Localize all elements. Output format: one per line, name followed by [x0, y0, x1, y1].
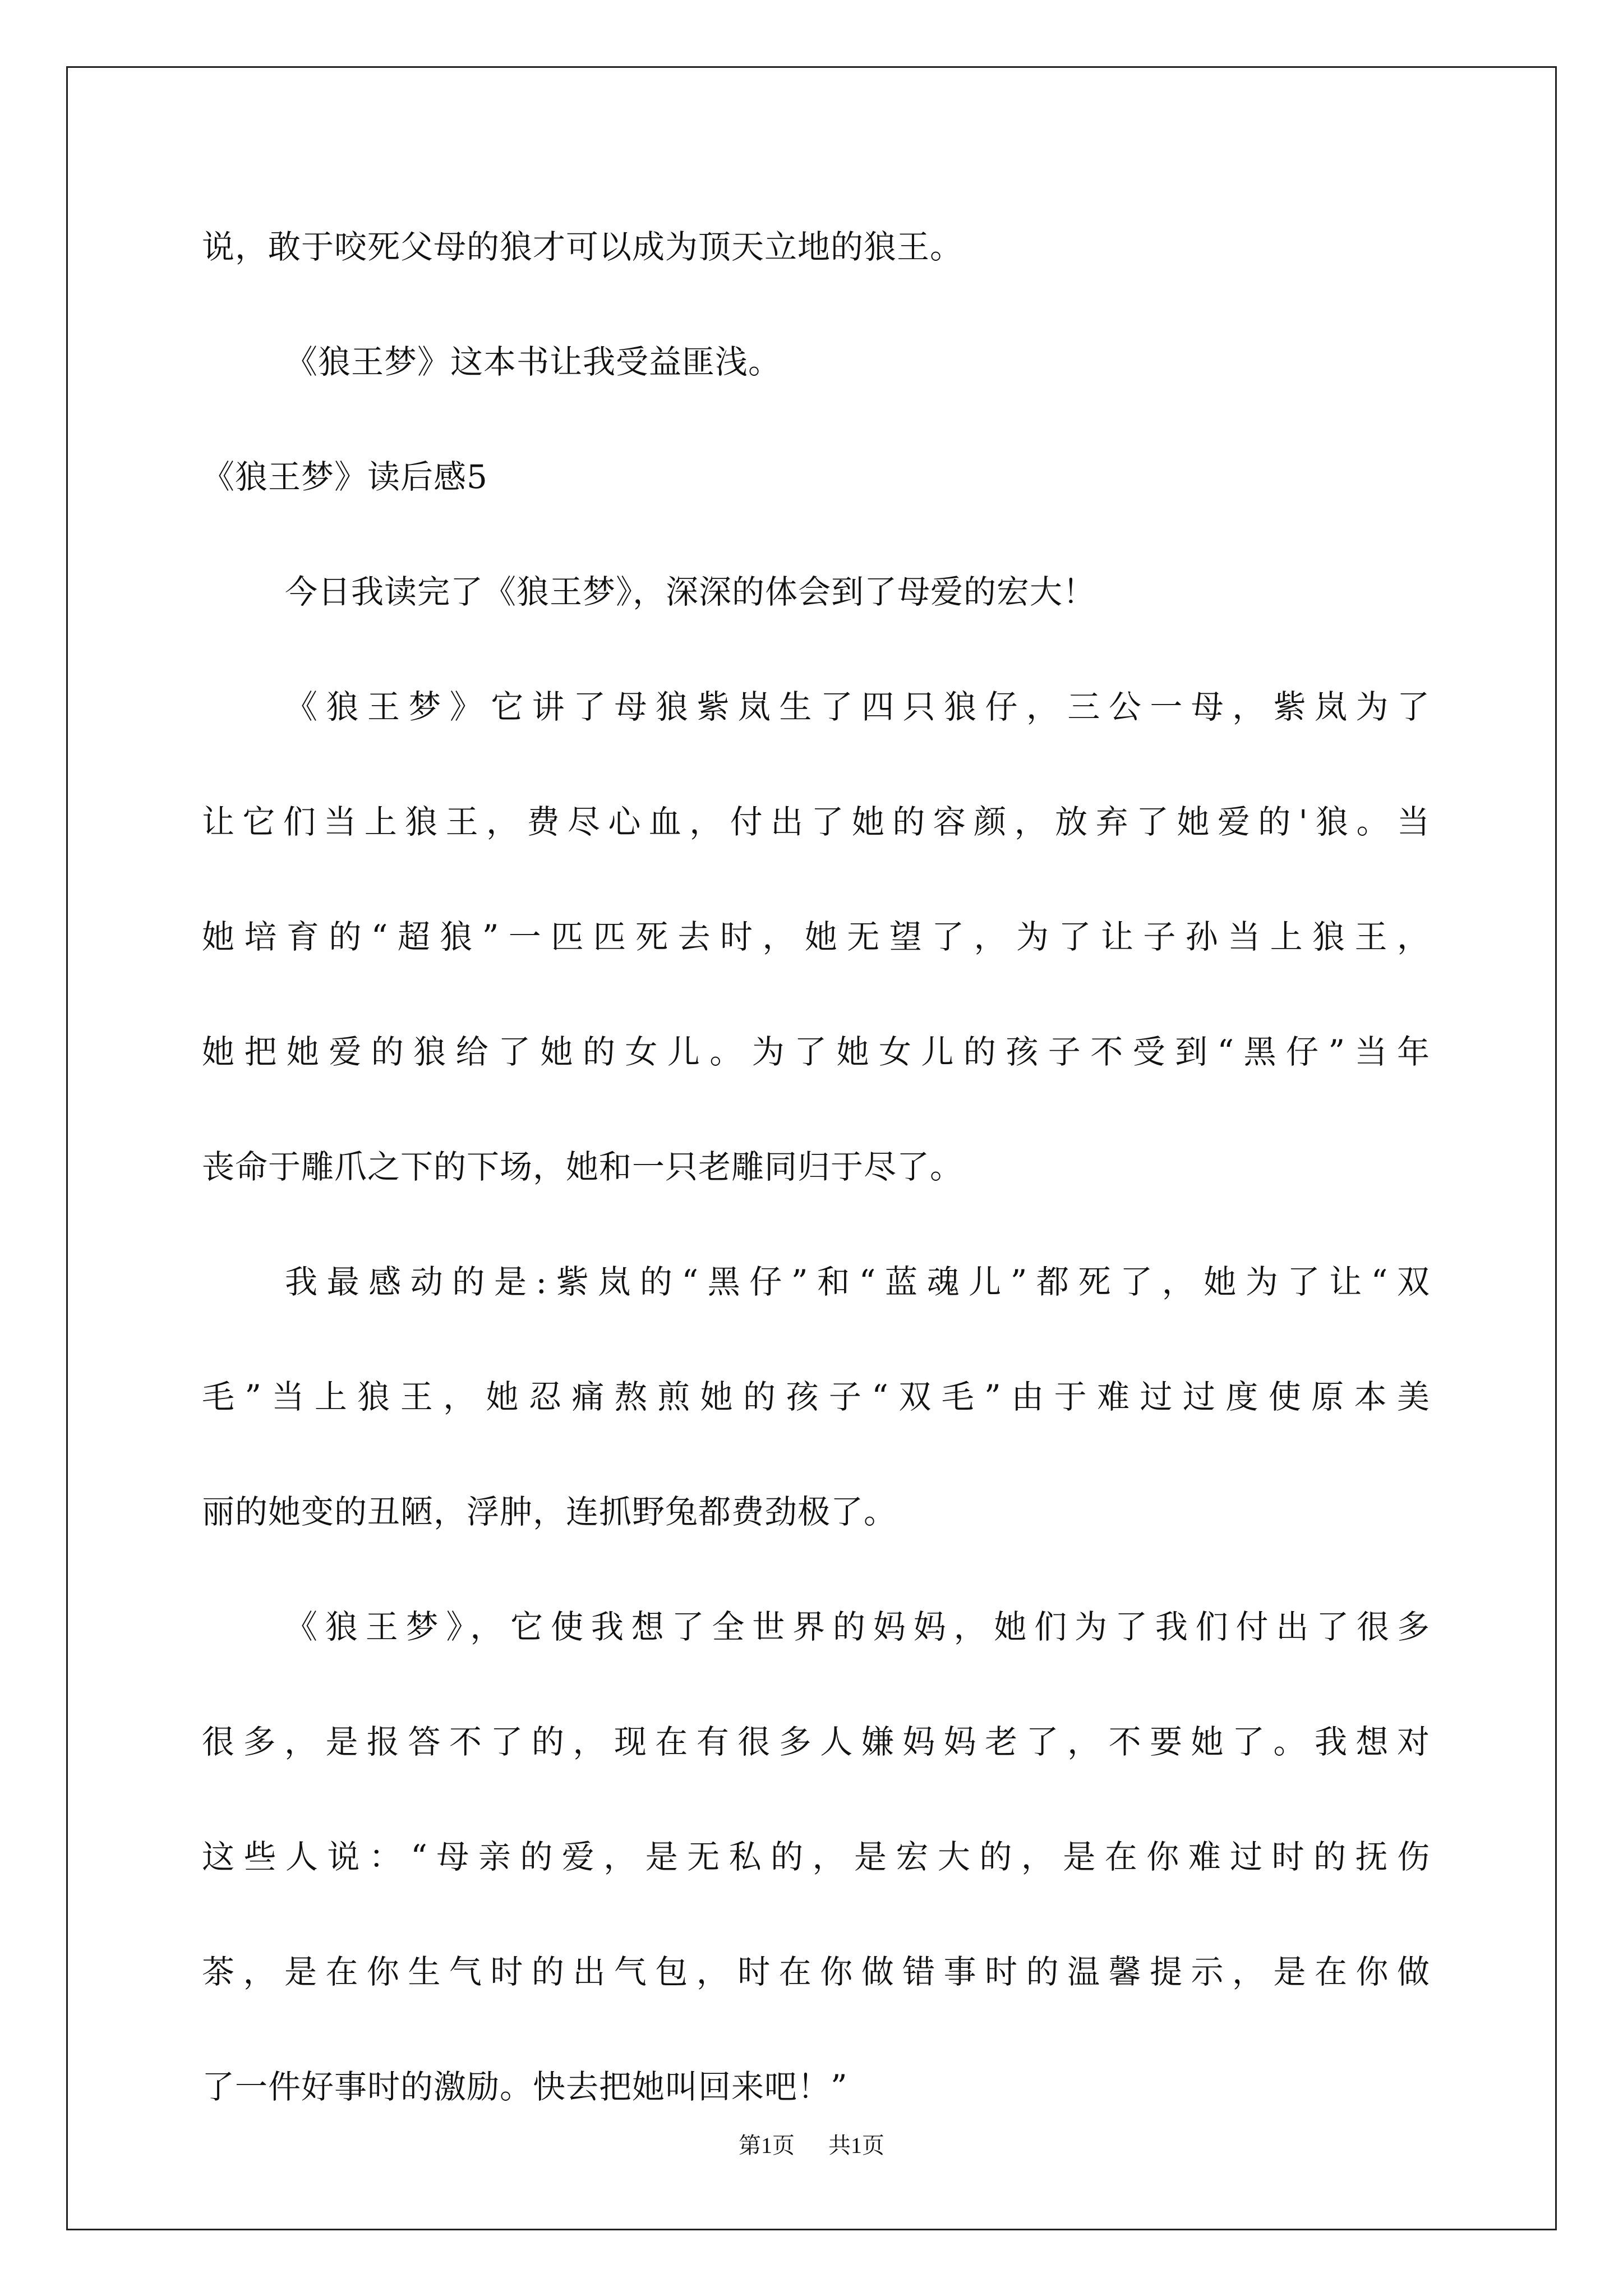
paragraph-line: 她培育的“超狼”一匹匹死去时，她无望了，为了让子孙当上狼王， [202, 918, 1430, 956]
paragraph-line: 很多，是报答不了的，现在有很多人嫌妈妈老了，不要她了。我想对 [202, 1723, 1430, 1761]
paragraph-line: 今日我读完了《狼王梦》，深深的体会到了母爱的宏大！ [285, 573, 1096, 611]
page-footer [0, 2132, 1623, 2160]
paragraph-line: 丧命于雕爪之下的下场，她和一只老雕同归于尽了。 [202, 1148, 963, 1186]
page-total: 共1页 [828, 2133, 884, 2158]
section-heading: 《狼王梦》读后感5 [202, 458, 488, 496]
paragraph-line: 丽的她变的丑陋，浮肿，连抓野兔都费劲极了。 [202, 1493, 897, 1531]
paragraph-line: 茶，是在你生气时的出气包，时在你做错事时的温馨提示，是在你做 [202, 1953, 1430, 1991]
page-number: 第1页 [739, 2133, 795, 2158]
paragraph-line: 让它们当上狼王，费尽心血，付出了她的容颜，放弃了她爱的'狼。当 [202, 803, 1430, 841]
paragraph-line: 《狼王梦》这本书让我受益匪浅。 [285, 343, 782, 381]
paragraph-line: 了一件好事时的激励。快去把她叫回来吧！” [202, 2068, 848, 2106]
paragraph-line: 《狼王梦》它讲了母狼紫岚生了四只狼仔，三公一母，紫岚为了 [285, 688, 1430, 726]
paragraph-line: 这些人说：“母亲的爱，是无私的，是宏大的，是在你难过时的抚伤 [202, 1838, 1430, 1876]
paragraph-line: 毛”当上狼王，她忍痛熬煎她的孩子“双毛”由于难过过度使原本美 [202, 1378, 1430, 1416]
paragraph-line: 她把她爱的狼给了她的女儿。为了她女儿的孩子不受到“黑仔”当年 [202, 1033, 1430, 1071]
paragraph-line: 《狼王梦》，它使我想了全世界的妈妈，她们为了我们付出了很多 [285, 1608, 1430, 1646]
paragraph-line: 说，敢于咬死父母的狼才可以成为顶天立地的狼王。 [202, 228, 963, 266]
paragraph-line: 我最感动的是:紫岚的“黑仔”和“蓝魂儿”都死了，她为了让“双 [285, 1263, 1430, 1301]
